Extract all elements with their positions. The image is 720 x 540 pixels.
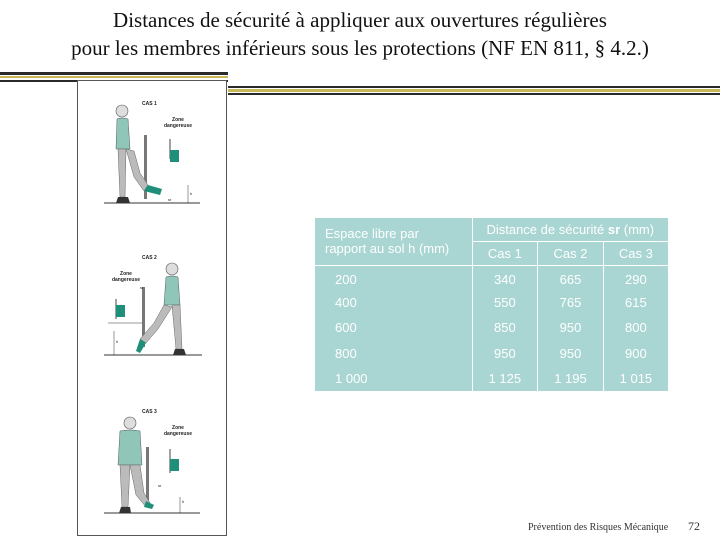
safety-distance-table <box>315 218 668 391</box>
footer-text: Prévention des Risques Mécanique <box>528 522 669 533</box>
title-rule-right <box>228 86 720 96</box>
case-1-drawing <box>78 89 228 219</box>
table-header-clearance: Espace libre par rapport au sol h (mm) <box>315 218 472 265</box>
table-row <box>315 290 668 315</box>
case-2-sr-label: sr <box>140 285 144 290</box>
table-cell: 950 <box>538 315 604 340</box>
case-1-sr-label: sr <box>168 197 172 202</box>
case-3-zone-label: Zone dangereuse <box>163 425 193 437</box>
case-1-figure <box>78 89 228 239</box>
table-cell: 290 <box>625 272 647 288</box>
table-row <box>315 315 668 340</box>
case-1-h-label: h <box>190 191 193 196</box>
illustration-panel <box>77 80 227 536</box>
table-cell: 550 <box>472 290 538 315</box>
table-header-cas-2: Cas 2 <box>538 241 604 265</box>
table-cell-h: 800 <box>315 341 472 366</box>
table-cell-h: 200 <box>315 265 472 290</box>
case-2-h-label: h <box>116 339 119 344</box>
table-cell-h: 1 000 <box>315 366 472 391</box>
case-3-label: CAS 3 <box>142 409 157 415</box>
table-cell: 665 <box>538 265 604 290</box>
table-cell-h: 600 <box>315 315 472 340</box>
table-cell: 950 <box>472 341 538 366</box>
table-cell: 800 <box>625 320 647 336</box>
table-row <box>315 265 668 290</box>
table-row <box>315 366 668 391</box>
table-cell: 340 <box>472 265 538 290</box>
table-header-cas-1: Cas 1 <box>472 241 538 265</box>
case-3-h-label: h <box>182 499 185 504</box>
safety-table <box>315 218 668 391</box>
table-header-distance: Distance de sécurité sr (mm) <box>472 218 668 241</box>
table-cell: 900 <box>625 345 647 361</box>
table-cell: 1 195 <box>538 366 604 391</box>
title-line-1: Distances de sécurité à appliquer aux ouvertures régulières <box>113 8 607 32</box>
title-line-2: pour les membres inférieurs sous les protections (NF EN 811, § 4.2.) <box>71 36 649 60</box>
page-title <box>0 6 720 62</box>
table-cell: 1 125 <box>472 366 538 391</box>
table-header-cas-3: Cas 3 <box>603 241 668 265</box>
table-cell: 950 <box>538 341 604 366</box>
case-3-drawing <box>78 403 228 533</box>
case-2-figure <box>78 247 228 397</box>
case-2-label: CAS 2 <box>142 255 157 261</box>
table-cell: 615 <box>625 295 647 311</box>
table-row <box>315 341 668 366</box>
case-2-zone-label: Zone dangereuse <box>111 271 141 283</box>
case-1-zone-label: Zone dangereuse <box>163 117 193 129</box>
case-2-drawing <box>78 247 228 377</box>
case-3-sr-label: sr <box>158 483 162 488</box>
table-cell-h: 400 <box>315 290 472 315</box>
table-cell: 1 015 <box>619 370 653 386</box>
case-1-label: CAS 1 <box>142 101 157 107</box>
table-cell: 765 <box>538 290 604 315</box>
case-3-figure <box>78 403 228 540</box>
table-cell: 850 <box>472 315 538 340</box>
page-number: 72 <box>688 519 700 533</box>
